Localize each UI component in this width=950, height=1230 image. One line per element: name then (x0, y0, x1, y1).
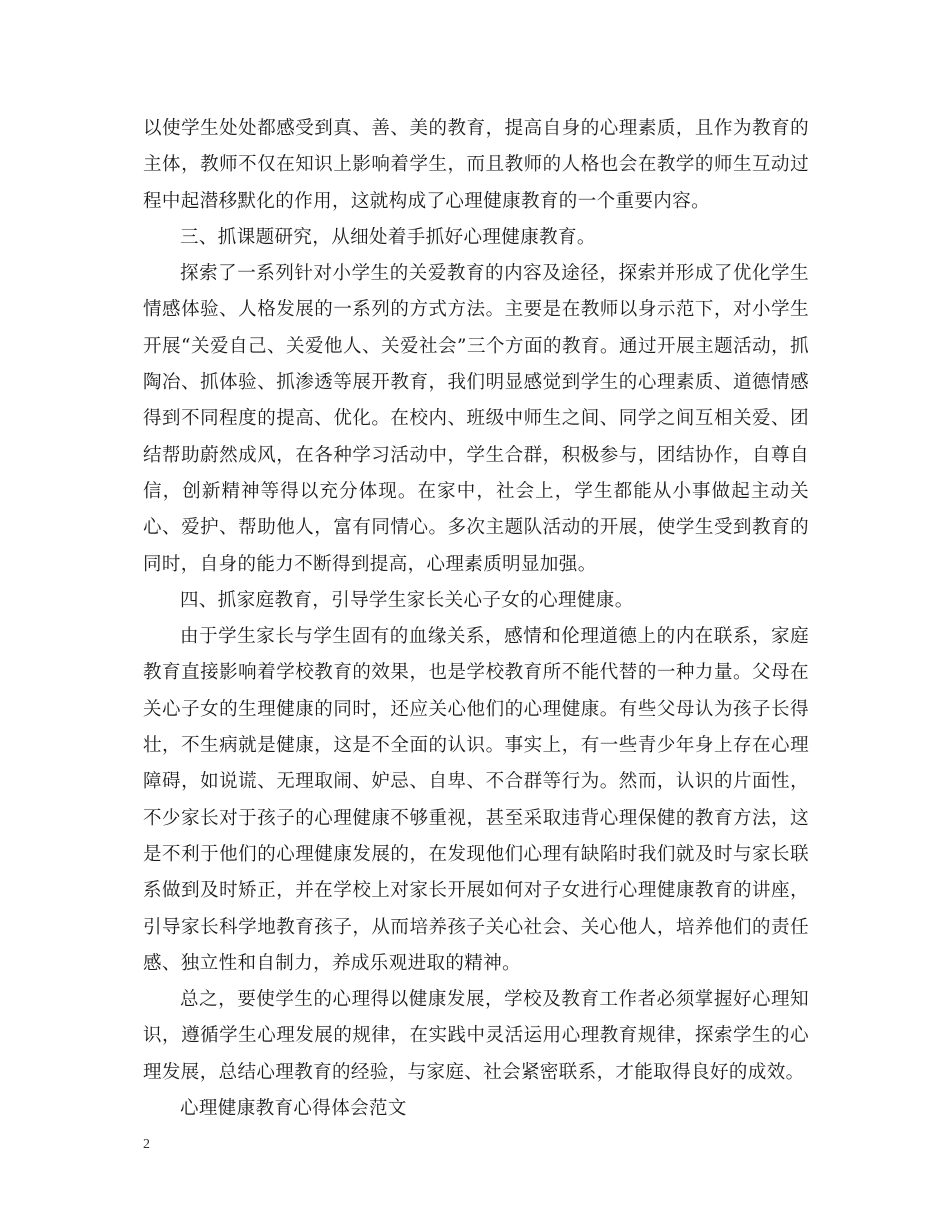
document-body (143, 111, 809, 1127)
section-heading-4: 四、抓家庭教育，引导学生家长关心子女的心理健康。 (180, 589, 634, 611)
next-article-title: 心理健康教育心得体会范文 (180, 1098, 407, 1120)
section-heading-3: 三、抓课题研究，从细处着手抓好心理健康教育。 (180, 226, 596, 248)
paragraph-care-education: 探索了一系列针对小学生的关爱教育的内容及途径，探索并形成了优化学生情感体验、人格发展的一系列的方式方法。主要是在教师以身示范下，对小学生开展“关爱自己、关爱他人、关爱社会”三个方面的教育。通过开展主题活动，抓陶冶、抓体验、抓渗透等展开教育，我们明显感觉到学生的心理素质、道德情感得到不同程度的提高、优化。在校内、班级中师生之间、同学之间互相关爱、团结帮助蔚然成风，在各种学习活动中，学生合群，积极参与，团结协作，自尊自信，创新精神等得以充分体现。在家中，社会上，学生都能从小事做起主动关心、爱护、帮助他人，富有同情心。多次主题队活动的开展，使学生受到教育的同时，自身的能力不断得到提高，心理素质明显加强。 (143, 263, 809, 575)
paragraph-conclusion: 总之，要使学生的心理得以健康发展，学校及教育工作者必须掌握好心理知识，遵循学生心理发展的规律，在实践中灵活运用心理教育规律，探索学生的心理发展，总结心理教育的经验，与家庭、社会紧密联系，才能取得良好的成效。 (143, 989, 809, 1083)
paragraph-continuation: 以使学生处处都感受到真、善、美的教育，提高自身的心理素质，且作为教育的主体，教师不仅在知识上影响着学生，而且教师的人格也会在教学的师生互动过程中起潜移默化的作用，这就构成了心理健康教育的一个重要内容。 (143, 118, 809, 212)
paragraph-family-education: 由于学生家长与学生固有的血缘关系，感情和伦理道德上的内在联系，家庭教育直接影响着学校教育的效果，也是学校教育所不能代替的一种力量。父母在关心子女的生理健康的同时，还应关心他们的心理健康。有些父母认为孩子长得壮，不生病就是健康，这是不全面的认识。事实上，有一些青少年身上存在心理障碍，如说谎、无理取闹、妒忌、自卑、不合群等行为。然而，认识的片面性，不少家长对于孩子的心理健康不够重视，甚至采取违背心理保健的教育方法，这是不利于他们的心理健康发展的，在发现他们心理有缺陷时我们就及时与家长联系做到及时矫正，并在学校上对家长开展如何对子女进行心理健康教育的讲座，引导家长科学地教育孩子，从而培养孩子关心社会、关心他人，培养他们的责任感、独立性和自制力，养成乐观进取的精神。 (143, 626, 809, 974)
page-number: 2 (143, 1137, 150, 1152)
